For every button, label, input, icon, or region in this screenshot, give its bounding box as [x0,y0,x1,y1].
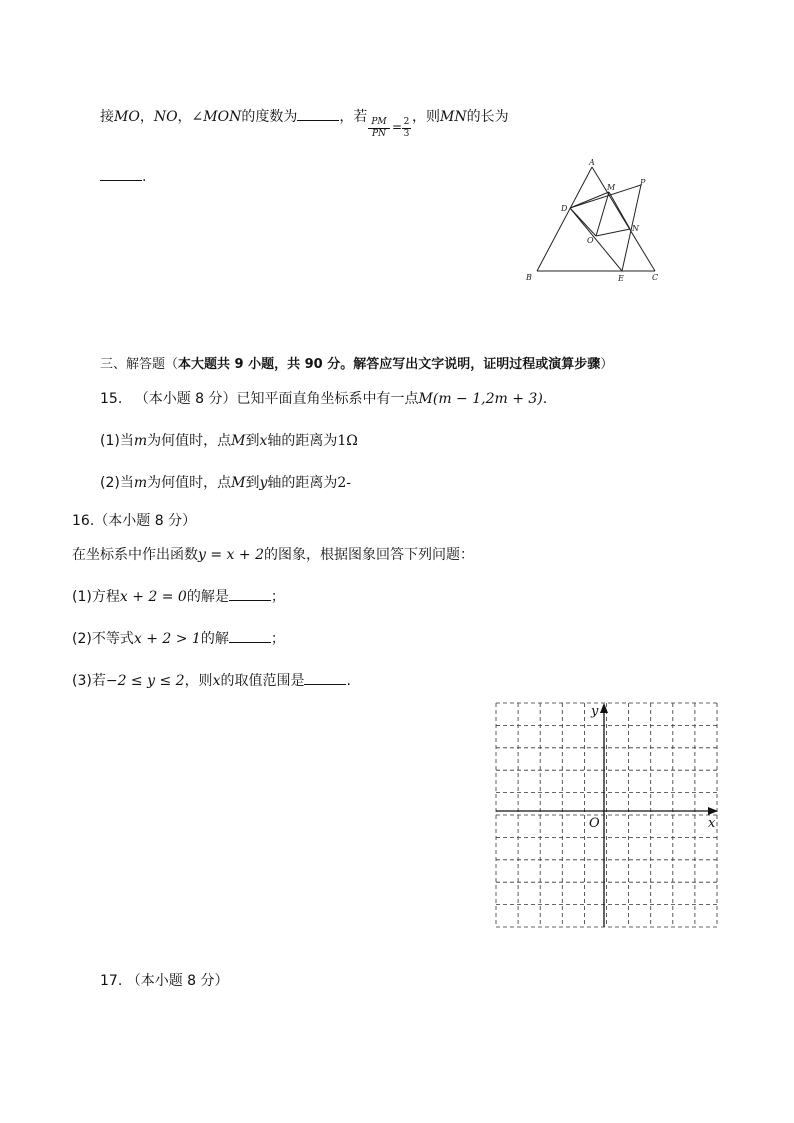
q15-p1-prefix: (1)当 [100,433,134,449]
q16-p3-range: −2 ≤ y ≤ 2 [105,673,185,689]
q16-p3-x: x [212,673,221,689]
q15-text: （本小题 8 分）已知平面直角坐标系中有一点 [134,391,419,407]
label-D: D [561,204,568,213]
q16-p1-suffix: 的解是 [186,589,229,605]
origin-label: O [589,816,600,831]
q14-length: 的长为 [466,109,509,125]
q14-mid: 的度数为 [241,109,298,125]
q16-p2-prefix: (2)不等式 [72,631,134,647]
label-P: P [640,178,646,187]
q14-line1 [100,106,367,126]
q14-ruo: ，若 [339,109,368,125]
q16-part3 [72,670,351,690]
q15-p2-M: M [231,475,246,491]
q14-frac-den: PN [372,129,386,139]
q16-p2-blank[interactable] [229,630,271,643]
y-axis-label: y [591,704,599,719]
q15-p2-prefix: (2)当 [100,475,134,491]
q14-sep1: ， [139,109,154,125]
q15-p1-mid: 为何值时，点 [147,433,232,449]
q15-p2-suffix: 轴的距离为 [267,475,338,491]
q14-blank-mn[interactable] [100,168,142,181]
q14-frac2-den: 3 [403,129,410,139]
q15-p2-axis: y [259,475,268,491]
section-3-bold: 本大题共 9 小题，共 90 分。解答应写出文字说明，证明过程或演算步骤 [178,357,601,372]
label-N: N [632,224,639,233]
q16-p2-ineq: x + 2 > 1 [133,631,201,647]
label-E: E [618,274,624,283]
edge-DE [570,208,622,271]
q16-intro-prefix: 在坐标系中作出函数 [72,547,198,563]
q14-angle: ∠MON [191,109,242,125]
q16-intro [72,544,474,564]
label-A: A [589,158,595,167]
q15-p1-m: m [133,433,148,449]
q14-mn: MN [440,109,467,125]
label-M: M [607,183,616,192]
section-3-suffix: ） [600,357,614,372]
q16-p3-suffix: 的取值范围是 [220,673,305,689]
q14-frac-num: PM [368,117,390,129]
q15-p1-to: 到 [245,433,260,449]
q15-header [100,388,547,408]
q16-p1-prefix: (1)方程 [72,589,120,605]
edge-MN [609,192,630,229]
q15-p1-M: M [231,433,246,449]
edge-DM [570,192,609,208]
label-O: O [587,236,594,245]
q16-p3-end: . [346,673,351,689]
label-B: B [526,273,532,282]
q16-p3-prefix: (3)若 [72,673,106,689]
q14-period: . [142,169,147,185]
q14-fraction-2-3 [402,117,411,140]
q16-p1-blank[interactable] [229,588,271,601]
q14-then-line [412,106,509,126]
q15-part1 [100,430,358,450]
q15-p1-suffix: 轴的距离为 [267,433,338,449]
q16-p3-mid: ，则 [184,673,213,689]
q15-number: 15. [100,391,123,407]
coordinate-grid[interactable] [490,698,722,932]
edge-AB [537,167,592,271]
q14-no: NO [153,109,178,125]
q15-part2 [100,472,351,492]
q14-blank-angle[interactable] [297,108,339,121]
q15-p2-m: m [133,475,148,491]
triangle-figure [520,155,670,290]
q14-fraction-pm-pn [368,117,390,140]
q14-line2 [100,168,146,185]
q14-frac2-num: 2 [403,117,410,127]
x-axis-label: x [708,816,716,831]
q16-header: 16.（本小题 8 分） [72,513,197,529]
edge-ON [596,229,630,236]
q14-then: ，则 [412,109,440,125]
q15-p2-to: 到 [245,475,260,491]
q15-p2-mid: 为何值时，点 [147,475,232,491]
q16-p2-suffix: 的解 [200,631,229,647]
q15-p1-value: 1Ω [337,433,358,449]
q16-p1-end: ； [270,589,285,605]
q16-p1-eq: x + 2 = 0 [119,589,187,605]
section-3-prefix: 三、解答题（ [100,357,179,372]
section-3-heading [100,353,613,372]
q14-mo: MO [114,109,140,125]
q15-p1-axis: x [259,433,268,449]
q15-end: . [542,391,548,407]
q16-func: y = x + 2 [198,547,264,563]
q16-p3-blank[interactable] [304,672,346,685]
q15-point: M(m − 1,2m + 3) [418,391,543,407]
q15-p2-value: 2- [337,475,352,491]
q16-part1 [72,586,285,606]
q14-sep2: ， [177,109,192,125]
q16-p2-end: ； [270,631,285,647]
x-axis-arrow-icon [708,807,718,815]
q16-part2 [72,628,285,648]
q17-header: 17. （本小题 8 分） [100,973,229,989]
q14-eq: = [392,120,403,134]
q14-prefix: 接 [100,109,114,125]
label-C: C [652,273,659,282]
q16-intro-suffix: 的图象，根据图象回答下列问题： [263,547,474,563]
